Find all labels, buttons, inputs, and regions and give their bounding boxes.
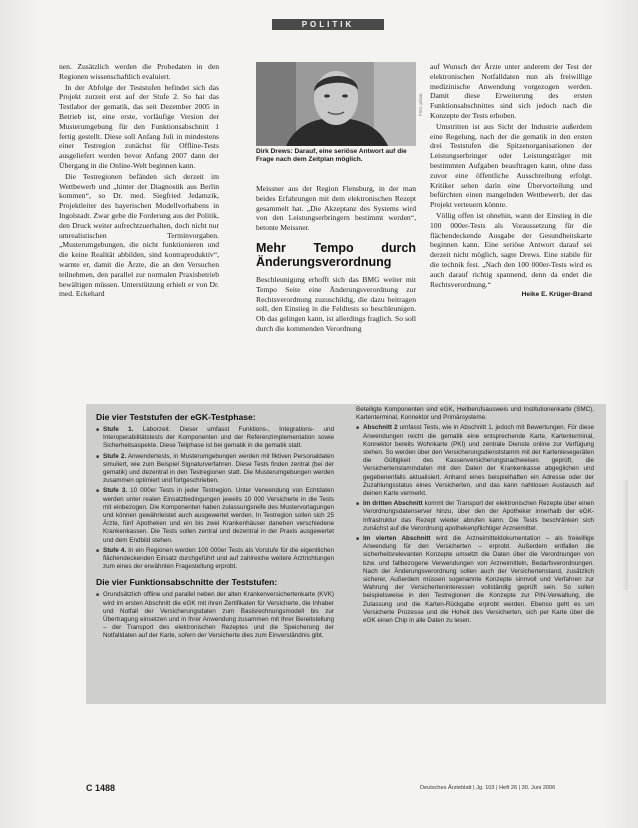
section-label: Abschnitt 2 <box>363 424 398 432</box>
list-item <box>96 453 334 486</box>
info-box-left-column <box>96 412 334 700</box>
page-number: C 1488 <box>86 783 116 793</box>
article-column-3 <box>430 62 592 390</box>
section-text: umfasst Tests, wie in Abschnitt 1, jedoch mit Bewertungen. Für diese Anwendungen reicht die gematik eine entsprechende Karte, Kartenterminal, Konnektor bereits Wohnkarte (PKI) und zentrale Dienste online zur Verfügung stehen. So werden über den Versicherungsdienststamm mit der Kartenlesegeräten die Gültigkeit des Kassenversicherungsnachweises geprüft, die Versichertenstammdaten mit den Daten der Krankenkasse abgeglichen und gegebenenfalls aktualisiert. Anhand eines beispielhaften ein Adresse oder der Zuzahlungsstatus eines Versicherten, und das kann nahtlosen Austausch auf deinen Karte vermerkt. <box>363 424 594 498</box>
section-banner: POLITIK <box>272 19 384 30</box>
photo-credit: Foto: privat <box>418 93 423 116</box>
stage-label: Stufe 2. <box>103 452 127 460</box>
paragraph: Die Testregionen befänden sich derzeit im Wettbewerb und „hinter der Diagnostik aus Berlin kommen“, so Dr. med. Siegfried Jedamzik, Projektleiter des bayerischen Modellvorhabens in Ingolstadt. Zwar gebe die Forderung aus der Politik, den Druck weiter aufrechtzuerhalten, doch nicht nur umrealistischen Terminvorgaben. „Musterumgebungen, die nicht funktionieren und die keine Realität abbilden, sind kontraproduktiv“, warnte er, damit die Ärzte, die an den Versuchen teilnehmen, den parallel zur normalen Praxisbetrieb bewältigen müssen. Unterstützung erhielt er von Dr. med. Eckehard <box>59 171 219 299</box>
stage-text: In ein Regionen werden 100 000er Tests als Vorstufe für die eigentlichen flächendeckenden Einsatz durchgeführt und auf zahlreiche weitere Arztrichtungen zum eines der erwähnten Fragestellung erprobt. <box>103 546 334 571</box>
paragraph: Völlig offen ist ohnehin, wann der Einstieg in die 100 000er-Tests als Voraussetzung für die flächendeckende Ausgabe der Gesundheitskarte beginnen kann. Eine seriöse Antwort darauf sei derzeit nicht möglich, sagte Drews. Eine stabile für die technik fest. „Nach den 100 000er-Tests wird es auch darauf richtig spannend, denn da endet die Rechtsverordnung.“ <box>430 210 592 289</box>
article-column-2 <box>256 184 416 390</box>
portrait-illustration <box>256 62 416 146</box>
journal-footer: Deutsches Ärzteblatt | Jg. 103 | Heft 26 | 30. Juni 2006 <box>420 785 556 791</box>
info-box-right-column <box>356 406 594 694</box>
paragraph: nen. Zusätzlich werden die Probedaten in den Regionen wissenschaftlich evaluiert. <box>59 62 219 81</box>
list-item <box>96 426 334 451</box>
list-item <box>96 547 334 572</box>
stage-label: Stufe 4. <box>103 546 127 554</box>
info-box <box>86 404 606 704</box>
article-subheading: Mehr Tempo durch Änderungsverordnung <box>256 240 416 269</box>
stage-text: Laborzeit. Dieser umfasst Funktions-, Integrations- und Interoperabilitätstests der Komponenten und der Referenzimplementation sowie Sicherheitsaspekte. Diese Teilphase ist bei gematik in die gematik statt. <box>103 426 334 450</box>
info-box-title: Die vier Teststufen der eGK-Testphase: <box>96 412 256 422</box>
section-label: Im dritten Abschnitt <box>363 500 423 508</box>
section-text: kommt der Transport der elektronischen Rezepte über einen Verordnungsdatenserver hinzu, über den der Apotheker innerhalb der eGK-Infrastruktur das Rezept wieder abrufen kann. Die Tests beschränken sich zunächst auf die Verordnung apothekenpflichtiger Arzneimittel. <box>363 500 594 532</box>
photo-caption: Dirk Drews: Darauf, eine seriöse Antwort auf die Frage nach dem Zeitplan möglich. <box>256 148 407 164</box>
stage-label: Stufe 3. <box>103 487 128 495</box>
paragraph: In der Abfolge der Teststufen befindet sich das Projekt zurzeit erst auf der Stufe 2. So hat das Testlabor der gematik, das seit Dezember 2005 in Betrieb ist, eine erste, vorläufige Version der Musterumgebung für den Funktionsabschnitt 1 fertig gestellt. Diese soll Anfang Juli in mindestens einer Testregion zunächst für Offline-Tests ausgeliefert werden bevor Anfang 2007 dann der Übergang in die Online-Welt beginnen kann. <box>59 82 219 170</box>
portrait-photo <box>256 62 416 146</box>
stage-text: Anwendertests, in Musterumgebungen werden mit fiktiven Personaldaten simuliert, wie zum Beispiel Signaturverfahren. Diese Tests finden zentral (bei der gematik) und dezentral in den Testregionen statt. Die Musterumgebungen werden zusammen optimiert und fortgeschrieben. <box>103 452 334 485</box>
stage-text: 10 000er Tests in jeder Testregion. Unter Verwendung von Echtdaten werden unter realen Einsatzbedingungen jeweils 10 000 Versicherte in die Tests mit einbezogen. Die Komponenten haben zulassungsreife des Mustervorlagungen und können gewährleistet auch ausgewertet werden. In Testregion sollen sich 25 Ärzte, fünf Apotheken und ein bis zwei Krankenhäuser daneben verschiedene Krankenkassen. Die Tests sollen zentral und dezentral in der Praxis ausgewertet und dem Endbild stehen. <box>103 487 334 544</box>
stage-label: Stufe 1. <box>103 426 134 433</box>
list-item <box>96 487 334 544</box>
list-item <box>356 535 594 625</box>
sections-list <box>356 424 594 625</box>
article-column-1 <box>59 62 219 390</box>
info-box-continued-text: Beteiligte Komponenten sind eGK, Heilberufsausweis und Institutionenkarte (SMC), Kartenterminal, Konnektor und Primärsysteme. <box>356 406 594 422</box>
paragraph: Meissner aus der Region Flensburg, in der man beides Erfahrungen mit dem elektronischen Rezept gesammelt hat. „Die Akzeptanz des Systems wird von den Leistungserbringern bestimmt werden“, betonte Meissner. <box>256 184 416 233</box>
list-item <box>356 424 594 498</box>
author-byline: Heike E. Krüger-Brand <box>521 291 592 299</box>
stages-list <box>96 426 334 571</box>
scan-shadow <box>622 480 628 590</box>
paragraph: auf Wunsch der Ärzte unter anderem der Test der elektronischen Notfalldaten nun als freiwillige medizinische Anwendung vorgezogen werden. Damit diese Erweiterung des ersten Funktionsabschnittes sind sich jedoch nach die Konzepte der Tests erhoben. <box>430 62 592 120</box>
section-label: Im vierten Abschnitt <box>363 535 431 543</box>
function-text: Grundsätzlich offline und parallel neben der alten Krankenversichertenkarte (KVK) wird im ersten Abschnitt die eGK mit ihren Zertifikaten für Versicherte, die Inhaber und Notfall der Versicherungsdaten zum Basisrechnungsmodell bis zur Übertragung einsetzen und in Ihrer Anwendung zusammen mit Ihrer Bereitstellung – der Transport des elektronischen Rezeptes und die Speicherung der Notfalldaten auf der Karte, sofern der Versicherte dies zum Einverständnis gibt. <box>103 591 334 640</box>
paragraph: Umstritten ist aus Sicht der Industrie außerdem eine Regelung, nach der die gematik in den ersten drei Teststufen die Spitzenorganisationen der Leistungserbringer oder Leistungsträger mit bestimmten Aufgaben beauftragen kann, ohne dass zuvor eine öffentliche Ausschreibung erfolgt. Kritiker sehen darin eine Übervorteilung und befürchten einen mangelnden Wettbewerb, der das Projekt verteuern könnte. <box>430 121 592 210</box>
functions-list <box>96 591 334 640</box>
paragraph: Beschleunigung erhofft sich das BMG weiter mit Tempo Seite eine Änderungsverordnung zur Rechtsverordnung zuzuschildig, die dazu beitragen soll, den Einstieg in die Feldtests so beschleunigen. Ob das gelingen kann, ist allerdings fraglich. So soll durch die kommenden Verordnung <box>256 274 416 333</box>
list-item <box>96 591 334 640</box>
list-item <box>356 500 594 533</box>
info-box-subtitle: Die vier Funktionsabschnitte der Teststufen: <box>96 577 278 588</box>
section-text: wird die Arzneimitteldokumentation – als freiwillige Anwendung für den Versicherten – erprobt. Außerdem entfallen die sicherheitsrelevanten Konzepte umsetzt die Daten über die Verordnungen von bzw. und fallbezogene Verwendungen von Arzneimitteln, Bedarfsverordnungen. Nach der Änderungsverordnung sollen auch der Versichertenstand, zusätzlich sicherer, Außerdem müssen sogenannte Konzepte sinnvoll und Verfahren zur Wahrung der Versicherteninteressen vollständig geprüft sein. So sollen beispielsweise in den Testregionen die Konzepte zur PIN-Verwaltung, die Zulassung und die Karten-Rückgabe erprobt werden. Ebenso geht es um Versicherte Prozesse und die Hoheit des Versicherten, sich per Karte über die eGK einen Chip in alle Daten zu lesen. <box>363 535 594 625</box>
